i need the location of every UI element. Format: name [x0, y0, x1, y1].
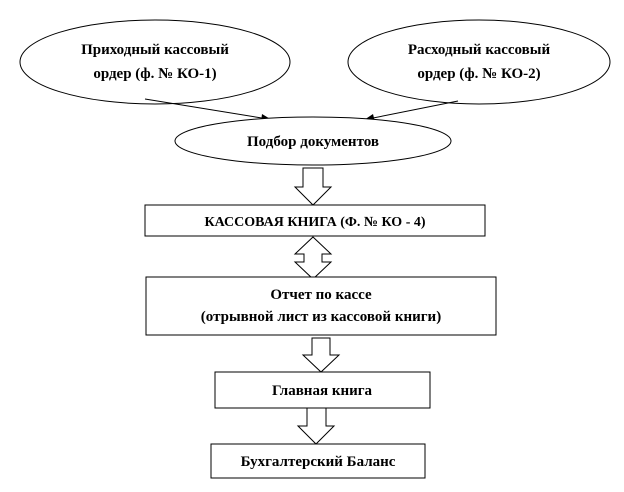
bidirectional-arrow-icon [295, 237, 331, 279]
balance-sheet-node [211, 444, 425, 478]
down-arrow-icon [298, 408, 334, 444]
document-selection-node [175, 117, 451, 165]
connector-incoming-to-selection [145, 99, 272, 122]
cash-book-label: КАССОВАЯ КНИГА (Ф. № КО - 4) [204, 215, 426, 230]
document-selection-label: Подбор документов [247, 134, 379, 150]
cash-book-node [145, 205, 485, 236]
outgoing-cash-order-line2: ордер (ф. № КО-2) [417, 66, 541, 82]
incoming-cash-order-node [20, 20, 290, 104]
cash-report-line1: Отчет по кассе [270, 287, 372, 303]
general-ledger-label: Главная книга [271, 383, 373, 399]
incoming-cash-order-line1: Приходный кассовый [81, 42, 229, 58]
connector-outgoing-to-selection [364, 101, 458, 122]
cash-report-line2: (отрывной лист из кассовой книги) [200, 309, 442, 325]
cash-report-node [146, 277, 496, 335]
incoming-cash-order-line2: ордер (ф. № КО-1) [93, 66, 217, 82]
outgoing-cash-order-node [348, 20, 610, 104]
outgoing-cash-order-line1: Расходный кассовый [407, 42, 551, 58]
balance-sheet-label: Бухгалтерский Баланс [240, 454, 396, 470]
general-ledger-node [215, 372, 430, 408]
down-arrow-icon [295, 168, 331, 205]
down-arrow-icon [303, 338, 339, 372]
